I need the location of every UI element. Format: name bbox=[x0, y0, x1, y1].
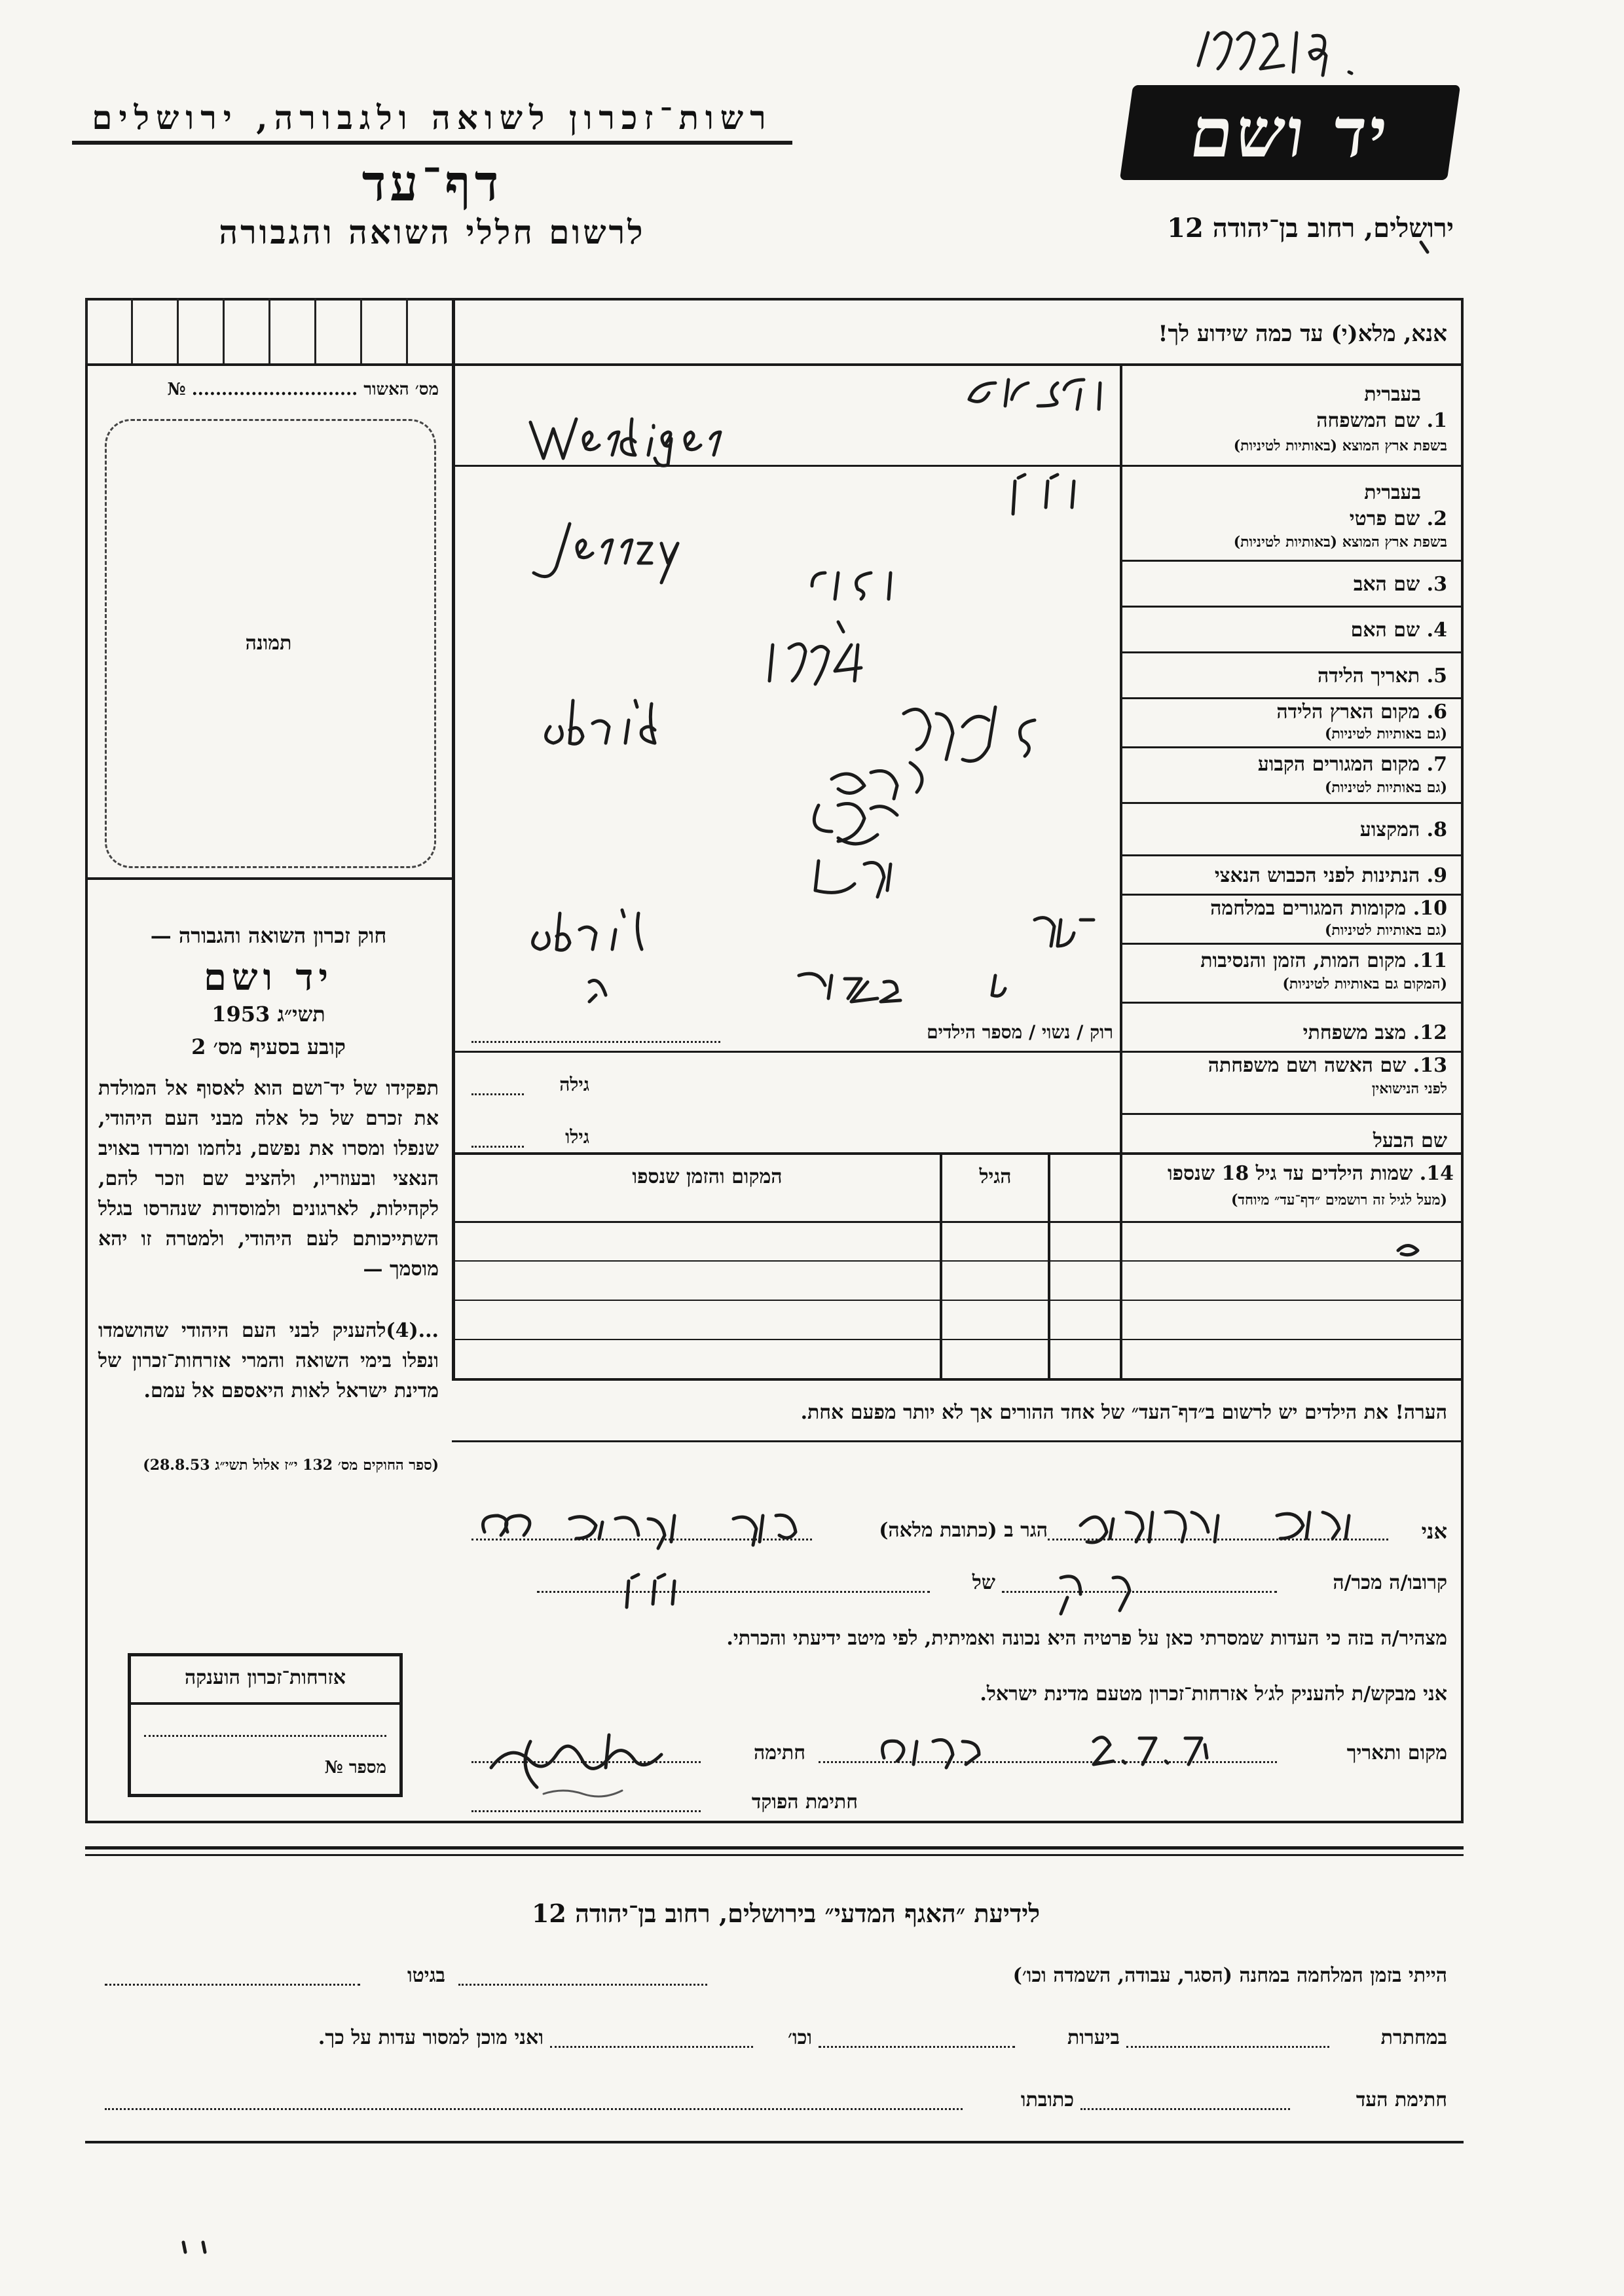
handwritten-declarant-address bbox=[471, 1503, 812, 1555]
field-6-num: 6. bbox=[1426, 701, 1447, 723]
field-6-text: מקום הארץ הלידה bbox=[1276, 701, 1420, 723]
relation-of: של bbox=[972, 1571, 995, 1594]
handwritten-firstname-latin bbox=[524, 517, 694, 589]
certificate-dots-1 bbox=[144, 1735, 386, 1737]
row-rule bbox=[1120, 802, 1464, 804]
logo-text: יד ושם bbox=[1185, 92, 1395, 173]
field-11-label bbox=[1133, 949, 1447, 972]
age-label-husband: גילו bbox=[565, 1126, 589, 1148]
field-11-num: 11. bbox=[1412, 949, 1447, 972]
field-11-note: (המקום גם באותיות לטיניות) bbox=[1282, 975, 1447, 993]
field-7-note: (גם באותיות לטיניות) bbox=[1324, 779, 1447, 796]
field-13-num: 13. bbox=[1412, 1054, 1447, 1077]
law-name: יד ושם bbox=[203, 956, 334, 999]
row-rule bbox=[1120, 854, 1464, 856]
field-9-num: 9. bbox=[1426, 864, 1447, 887]
address-tick-mark bbox=[1414, 236, 1441, 262]
handwritten-war-place bbox=[524, 907, 1113, 959]
yad-vashem-logo bbox=[1120, 85, 1460, 180]
handwritten-father bbox=[773, 563, 904, 609]
age-dots-husband bbox=[471, 1146, 524, 1148]
field-1-label bbox=[1133, 409, 1447, 432]
row-rule bbox=[1120, 697, 1464, 699]
law-year-heb: תשי״ג bbox=[277, 1002, 325, 1027]
children-row-rule bbox=[452, 1260, 1464, 1262]
field-3-num: 3. bbox=[1426, 573, 1447, 596]
field-7-num: 7. bbox=[1426, 753, 1447, 776]
field-9-label bbox=[1133, 864, 1447, 887]
footer-double-rule-2 bbox=[85, 1854, 1464, 1856]
law-reference: (ספר החוקים מס׳ 132 י״ז אלול תשי״ג 28.8.53) bbox=[143, 1457, 439, 1474]
footer-double-rule-1 bbox=[85, 1846, 1464, 1850]
certificate-title: אזרחות־זכרון הוענקה bbox=[184, 1666, 346, 1689]
footer-address-label: כתובתו bbox=[1020, 2088, 1074, 2111]
field-8-num: 8. bbox=[1426, 818, 1447, 841]
children-row-rule bbox=[452, 1339, 1464, 1340]
footer-testimony-label: ואני מוכן למסור עדות על כך. bbox=[318, 2026, 544, 2049]
footer-camp-dots bbox=[458, 1984, 707, 1986]
children-age-header: הגיל bbox=[979, 1165, 1012, 1188]
footer-etc-dots bbox=[550, 2046, 753, 2048]
row-rule bbox=[1120, 943, 1464, 945]
marital-options: רוק / נשוי / מספר הילדים bbox=[927, 1021, 1113, 1043]
handwritten-place-date bbox=[871, 1722, 1264, 1781]
signature-label: חתימה bbox=[754, 1741, 805, 1764]
row-rule bbox=[1120, 1113, 1464, 1115]
footer-witness-sig-label: חתימת העד bbox=[1356, 2088, 1447, 2111]
intro-rule bbox=[452, 363, 1464, 366]
field-7-text: מקום המגורים הקבוע bbox=[1257, 753, 1420, 776]
declarant-address-label: הגר ב (כתובת מלאה) bbox=[879, 1519, 1048, 1542]
authority-line: רשות־זכרון לשואה ולגבורה, ירושלים bbox=[92, 98, 773, 137]
field-5-text: תאריך הלידה bbox=[1318, 665, 1420, 687]
relation-label: קרובו/ה מכר/ה bbox=[1333, 1571, 1447, 1594]
footer-address-dots bbox=[105, 2108, 963, 2110]
law-year-greg: 1953 bbox=[212, 1002, 270, 1027]
field-1-text: שם המשפחה bbox=[1316, 409, 1420, 432]
children-top-rule bbox=[452, 1152, 1464, 1155]
note-text: הערה! את הילדים יש לרשום ב״דף־העד״ של אחד ההורים אך לא יותר מפעם אחת. bbox=[800, 1401, 1447, 1424]
row-rule bbox=[1120, 651, 1464, 653]
field-1-num: 1. bbox=[1426, 409, 1447, 432]
header-rule bbox=[72, 141, 792, 145]
declarant-prefix: אני bbox=[1421, 1519, 1447, 1544]
field-10-note: (גם באותיות לטיניות) bbox=[1324, 922, 1447, 939]
photo-label: תמונה bbox=[245, 632, 292, 655]
field-5-num: 5. bbox=[1426, 665, 1447, 687]
field-10-num: 10. bbox=[1412, 897, 1447, 920]
photo-permit-label: מס׳ האשור ............................ № bbox=[167, 380, 439, 399]
field-10-text: מקומות המגורים במלחמה bbox=[1210, 897, 1407, 920]
children-row-rule bbox=[452, 1300, 1464, 1301]
field-9-text: הנתינות לפני הכבוש הנאצי bbox=[1214, 864, 1420, 887]
field-13-text: שם האשה ושם משפחתה bbox=[1208, 1054, 1407, 1077]
field-column-divider bbox=[1120, 363, 1122, 1378]
field-5-label bbox=[1133, 665, 1447, 687]
handwritten-birth-date bbox=[760, 615, 917, 694]
row-rule bbox=[452, 1051, 1464, 1053]
footer-ghetto-dots bbox=[105, 1984, 360, 1986]
field-12-num: 12. bbox=[1412, 1021, 1447, 1044]
children-head-rule bbox=[452, 1221, 1464, 1223]
children-place-header: המקום והזמן שנספו bbox=[632, 1165, 783, 1188]
law-year bbox=[98, 1002, 439, 1027]
footer-camp-label: הייתי בזמן המלחמה במחנה (הסגר, עבודה, השמדה וכו׳) bbox=[1012, 1964, 1447, 1987]
handwritten-surname-hebrew bbox=[917, 370, 1113, 416]
children-bottom-rule bbox=[452, 1378, 1464, 1381]
place-date-label: מקום ותאריך bbox=[1346, 1741, 1447, 1764]
handwritten-relation bbox=[1022, 1565, 1257, 1624]
law-title: חוק זכרון השואה והגבורה — bbox=[150, 923, 387, 948]
handwritten-firstname-hebrew bbox=[969, 471, 1087, 524]
address: ירושלים, רחוב בן־יהודה 12 bbox=[1167, 213, 1454, 244]
request: אני מבקש/ת להעניק לג׳ל אזרחות־זכרון מטעם מדינת ישראל. bbox=[980, 1683, 1447, 1705]
handwritten-archive-number bbox=[1192, 20, 1375, 85]
field-13-label bbox=[1133, 1054, 1447, 1077]
children-header: 14. שמות הילדים עד גיל 18 שנספו bbox=[1167, 1162, 1454, 1185]
field-3-text: שם האב bbox=[1353, 573, 1420, 596]
footer-title: לידיעת ״האגף המדעי״ בירושלים, רחוב בן־יהודה 12 bbox=[531, 1899, 1041, 1928]
field-10-label bbox=[1133, 897, 1447, 920]
field-1-note: בשפת ארץ המוצא (באותיות לטיניות) bbox=[1233, 437, 1447, 454]
handwritten-nationality bbox=[799, 851, 917, 903]
field-4-label bbox=[1133, 619, 1447, 642]
photo-bottom-rule bbox=[85, 877, 452, 880]
law-text: תפקידו של יד־ושם הוא לאסוף אל המולדת את זכרם של כל אלה מבני העם היהודי, שנפלו ומסרו את נפשם, נלחמו ומרדו באויב הנאצי ובעוזריו, ולהציב שם וזכר להם, לקהילות, לארגונים ולמוסדות שנהרסו בגלל השתייכותם לעם היהודי, ולמטרה זו יהא מוסמך — bbox=[98, 1077, 439, 1281]
field-2-note: בשפת ארץ המוצא (באותיות לטיניות) bbox=[1233, 534, 1447, 551]
footer-forests-dots bbox=[819, 2046, 1015, 2048]
field-4-num: 4. bbox=[1426, 619, 1447, 642]
form-intro: אנא, מלא(י) עד כמה שידוע לך! bbox=[1158, 321, 1447, 347]
certificate-rule bbox=[128, 1702, 403, 1705]
handwritten-death-place bbox=[576, 956, 1074, 1015]
declaration: מצהיר/ה בזה כי העדות שמסרתי כאן על פרטיה היא נכונה ואמיתית, לפי מיטב ידיעתי והכרתי. bbox=[726, 1627, 1447, 1650]
photo-strip bbox=[85, 298, 452, 363]
photo-strip-rule bbox=[85, 363, 452, 366]
marital-dots bbox=[471, 1041, 720, 1043]
children-col-2 bbox=[940, 1152, 942, 1378]
field-husband-label: שם הבעל bbox=[1373, 1129, 1447, 1152]
field-11-text: מקום המות, הזמן והנסיבות bbox=[1200, 949, 1407, 972]
handwritten-signature bbox=[478, 1715, 701, 1813]
official-signature-label: חתימת הפוקד bbox=[751, 1791, 858, 1813]
row-rule bbox=[1120, 560, 1464, 562]
row-rule bbox=[1120, 894, 1464, 896]
field-8-text: המקצוע bbox=[1359, 818, 1420, 841]
certificate-number: מספר № bbox=[324, 1758, 386, 1777]
form-subtitle: לרשום חללי השואה והגבורה bbox=[219, 213, 646, 251]
footer-bottom-rule bbox=[85, 2141, 1464, 2143]
row-rule bbox=[1120, 1002, 1464, 1004]
footer-etc-label: וכו׳ bbox=[788, 2026, 812, 2049]
row-rule bbox=[1120, 606, 1464, 608]
field-6-label bbox=[1133, 701, 1447, 723]
stray-ink-mark bbox=[177, 2239, 229, 2259]
law-clause: קובע בסעיף מס׳ 2 bbox=[191, 1034, 346, 1059]
children-subheader: (מעל לגיל זה רושמים ״דף־עד״ מיוחד) bbox=[1230, 1192, 1447, 1209]
field-6-note: (גם באותיות לטיניות) bbox=[1324, 725, 1447, 742]
handwritten-surname-latin bbox=[524, 409, 773, 468]
row-rule bbox=[1120, 746, 1464, 748]
field-12-text: מצב משפחתי bbox=[1302, 1021, 1407, 1044]
footer-witness-sig-dots bbox=[1080, 2108, 1290, 2110]
field-2-label bbox=[1133, 507, 1447, 530]
age-label-wife: גילה bbox=[559, 1074, 589, 1095]
field-2-num: 2. bbox=[1426, 507, 1447, 530]
footer-underground-dots bbox=[1126, 2046, 1329, 2048]
footer-underground-label: במחתרת bbox=[1380, 2026, 1447, 2049]
form-title: דף־עד bbox=[361, 154, 503, 212]
note-rule bbox=[452, 1440, 1464, 1442]
field-7-label bbox=[1133, 753, 1447, 776]
handwritten-relation-of bbox=[576, 1568, 707, 1620]
handwritten-declarant-name bbox=[1067, 1499, 1382, 1552]
footer-ghetto-label: בגיטו bbox=[407, 1964, 445, 1987]
field-4-text: שם האם bbox=[1350, 619, 1420, 642]
law-text-2: ...(4)להעניק לבני העם היהודי שהושמדו ונפלו בימי השואה והמרי אזרחות־זכרון של מדינת ישראל לאות היאספם אל עמם. bbox=[98, 1319, 439, 1402]
field-12-label bbox=[1133, 1021, 1447, 1044]
field-3-label bbox=[1133, 573, 1447, 596]
field-8-label bbox=[1133, 818, 1447, 841]
sidebar-divider bbox=[452, 298, 455, 1378]
age-dots-wife bbox=[471, 1093, 524, 1095]
stray-ink-mark bbox=[1395, 1237, 1428, 1264]
field-2-text: שם פרטי bbox=[1349, 507, 1420, 530]
footer-forests-label: ביערות bbox=[1067, 2026, 1120, 2049]
field-13-note: לפני הנישואין bbox=[1371, 1080, 1447, 1097]
field-2-lang: בעברית bbox=[1364, 481, 1421, 504]
field-1-lang: בעברית bbox=[1364, 383, 1421, 406]
children-col-1 bbox=[1048, 1152, 1050, 1378]
